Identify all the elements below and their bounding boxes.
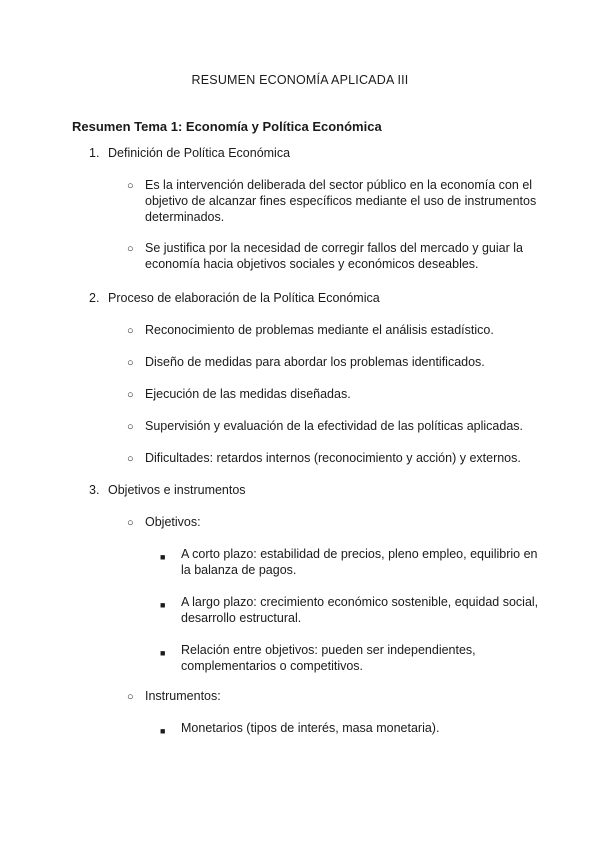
bullet-circle-icon: ○ [127, 453, 134, 465]
item-heading: Proceso de elaboración de la Política Económica [108, 291, 380, 305]
bullet-circle-icon: ○ [127, 691, 134, 703]
list-item-3 [0, 482, 600, 742]
list-item-1 [0, 145, 600, 285]
bullet-text: Supervisión y evaluación de la efectividad de las políticas aplicadas. [145, 419, 524, 433]
item-number: 2. [89, 291, 100, 305]
bullet-circle-icon: ○ [127, 325, 134, 337]
bullet-text: A corto plazo: estabilidad de precios, pleno empleo, equilibrio en la balanza de pagos. [181, 547, 538, 577]
item-heading: Definición de Política Económica [108, 146, 291, 160]
bullet-text: Ejecución de las medidas diseñadas. [145, 387, 351, 401]
sub-heading: Instrumentos: [145, 689, 221, 703]
section-title: Resumen Tema 1: Economía y Política Económica [72, 119, 382, 134]
item-number: 1. [89, 146, 100, 160]
bullet-circle-icon: ○ [127, 389, 134, 401]
bullet-text: Es la intervención deliberada del sector público en la economía con el objetivo de alcanzar fines específicos mediante el uso de instrumentos determinados. [145, 178, 537, 224]
bullet-text: Diseño de medidas para abordar los problemas identificados. [145, 355, 485, 369]
document-title: RESUMEN ECONOMÍA APLICADA III [191, 73, 409, 87]
bullet-square-icon: ■ [160, 600, 166, 610]
bullet-square-icon: ■ [160, 552, 166, 562]
bullet-text: Se justifica por la necesidad de corregir fallos del mercado y guiar la economía hacia objetivos sociales y económicos deseables. [145, 241, 523, 271]
bullet-text: A largo plazo: crecimiento económico sostenible, equidad social, desarrollo estructural. [181, 595, 539, 625]
sub-heading: Objetivos: [145, 515, 201, 529]
bullet-circle-icon: ○ [127, 421, 134, 433]
bullet-circle-icon: ○ [127, 357, 134, 369]
bullet-text: Relación entre objetivos: pueden ser independientes, complementarios o competitivos. [181, 643, 476, 673]
bullet-square-icon: ■ [160, 648, 166, 658]
item-number: 3. [89, 483, 100, 497]
bullet-text: Reconocimiento de problemas mediante el análisis estadístico. [145, 323, 494, 337]
bullet-circle-icon: ○ [127, 243, 134, 255]
bullet-text: Dificultades: retardos internos (reconocimiento y acción) y externos. [145, 451, 521, 465]
bullet-circle-icon: ○ [127, 517, 134, 529]
bullet-circle-icon: ○ [127, 180, 134, 192]
list-item-2 [0, 290, 600, 470]
item-heading: Objetivos e instrumentos [108, 483, 246, 497]
bullet-text: Monetarios (tipos de interés, masa monetaria). [181, 721, 440, 735]
bullet-square-icon: ■ [160, 726, 166, 736]
